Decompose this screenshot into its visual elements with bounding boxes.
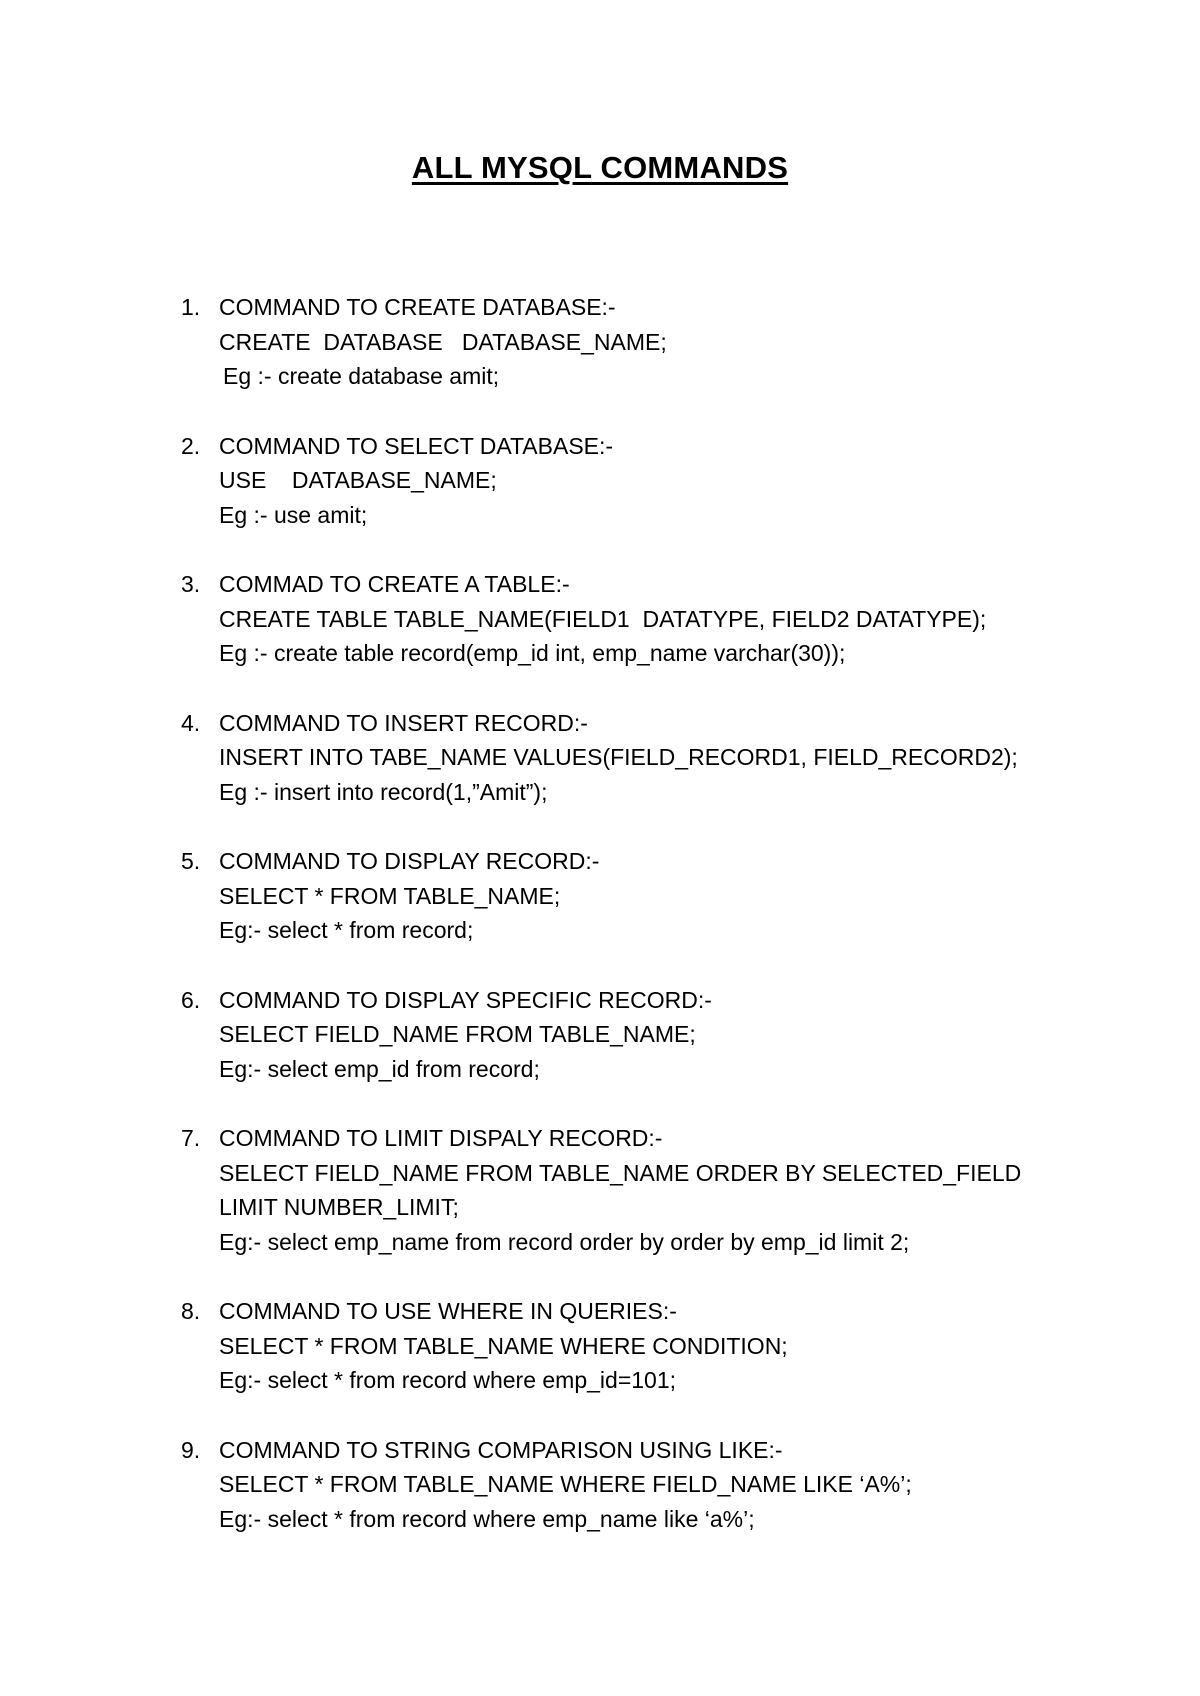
- syntax-line: SELECT * FROM TABLE_NAME;: [219, 882, 561, 909]
- item-number: 4.: [181, 709, 201, 736]
- example-line: Eg:- select emp_name from record order by order by emp_id limit 2;: [219, 1228, 910, 1255]
- syntax-line: USE DATABASE_NAME;: [219, 467, 497, 493]
- syntax-line: LIMIT NUMBER_LIMIT;: [219, 1194, 459, 1220]
- item-heading: COMMAND TO SELECT DATABASE:-: [219, 432, 614, 459]
- list-item: [181, 1294, 1141, 1398]
- item-heading: COMMAND TO USE WHERE IN QUERIES:-: [219, 1298, 677, 1324]
- example-line: Eg:- select * from record where emp_name like ‘a%’;: [219, 1505, 755, 1532]
- list-item: [181, 983, 1141, 1087]
- item-heading: COMMAND TO STRING COMPARISON USING LIKE:-: [219, 1436, 783, 1463]
- example-line: Eg:- select emp_id from record;: [219, 1055, 540, 1082]
- item-number: 6.: [181, 986, 201, 1013]
- item-number: 8.: [181, 1298, 201, 1324]
- item-heading: COMMAND TO DISPLAY RECORD:-: [219, 848, 600, 874]
- syntax-line: INSERT INTO TABE_NAME VALUES(FIELD_RECORD1, FIELD_RECORD2);: [219, 744, 1018, 770]
- item-number: 7.: [181, 1125, 201, 1151]
- item-number: 1.: [181, 294, 201, 320]
- item-number: 5.: [181, 848, 201, 874]
- example-line: Eg :- use amit;: [219, 501, 368, 528]
- syntax-line: CREATE DATABASE DATABASE_NAME;: [219, 328, 667, 355]
- command-list: [181, 290, 1141, 1571]
- list-item: [181, 290, 1141, 394]
- syntax-line: CREATE TABLE TABLE_NAME(FIELD1 DATATYPE, FIELD2 DATATYPE);: [219, 605, 987, 632]
- list-item: [181, 706, 1141, 810]
- item-heading: COMMAND TO CREATE DATABASE:-: [219, 294, 616, 320]
- syntax-line: SELECT FIELD_NAME FROM TABLE_NAME ORDER BY SELECTED_FIELD: [219, 1159, 1022, 1186]
- list-item: [181, 844, 1141, 948]
- syntax-line: SELECT * FROM TABLE_NAME WHERE CONDITION;: [219, 1332, 788, 1359]
- syntax-line: SELECT FIELD_NAME FROM TABLE_NAME;: [219, 1021, 696, 1047]
- example-line: Eg :- create table record(emp_id int, emp_name varchar(30));: [219, 640, 846, 666]
- item-number: 9.: [181, 1436, 201, 1463]
- example-line: Eg :- create database amit;: [223, 363, 500, 389]
- list-item: [181, 567, 1141, 671]
- list-item: [181, 1433, 1141, 1537]
- example-line: Eg :- insert into record(1,”Amit”);: [219, 778, 548, 805]
- list-item: [181, 1121, 1141, 1259]
- item-heading: COMMAND TO LIMIT DISPALY RECORD:-: [219, 1125, 663, 1151]
- page-title: ALL MYSQL COMMANDS: [411, 150, 789, 185]
- item-number: 2.: [181, 432, 201, 459]
- list-item: [181, 429, 1141, 533]
- item-number: 3.: [181, 571, 201, 597]
- item-heading: COMMAD TO CREATE A TABLE:-: [219, 571, 570, 597]
- syntax-line: SELECT * FROM TABLE_NAME WHERE FIELD_NAME LIKE ‘A%’;: [219, 1471, 912, 1497]
- item-heading: COMMAND TO DISPLAY SPECIFIC RECORD:-: [219, 986, 712, 1013]
- example-line: Eg:- select * from record where emp_id=101;: [219, 1367, 677, 1393]
- item-heading: COMMAND TO INSERT RECORD:-: [219, 709, 588, 736]
- example-line: Eg:- select * from record;: [219, 917, 474, 943]
